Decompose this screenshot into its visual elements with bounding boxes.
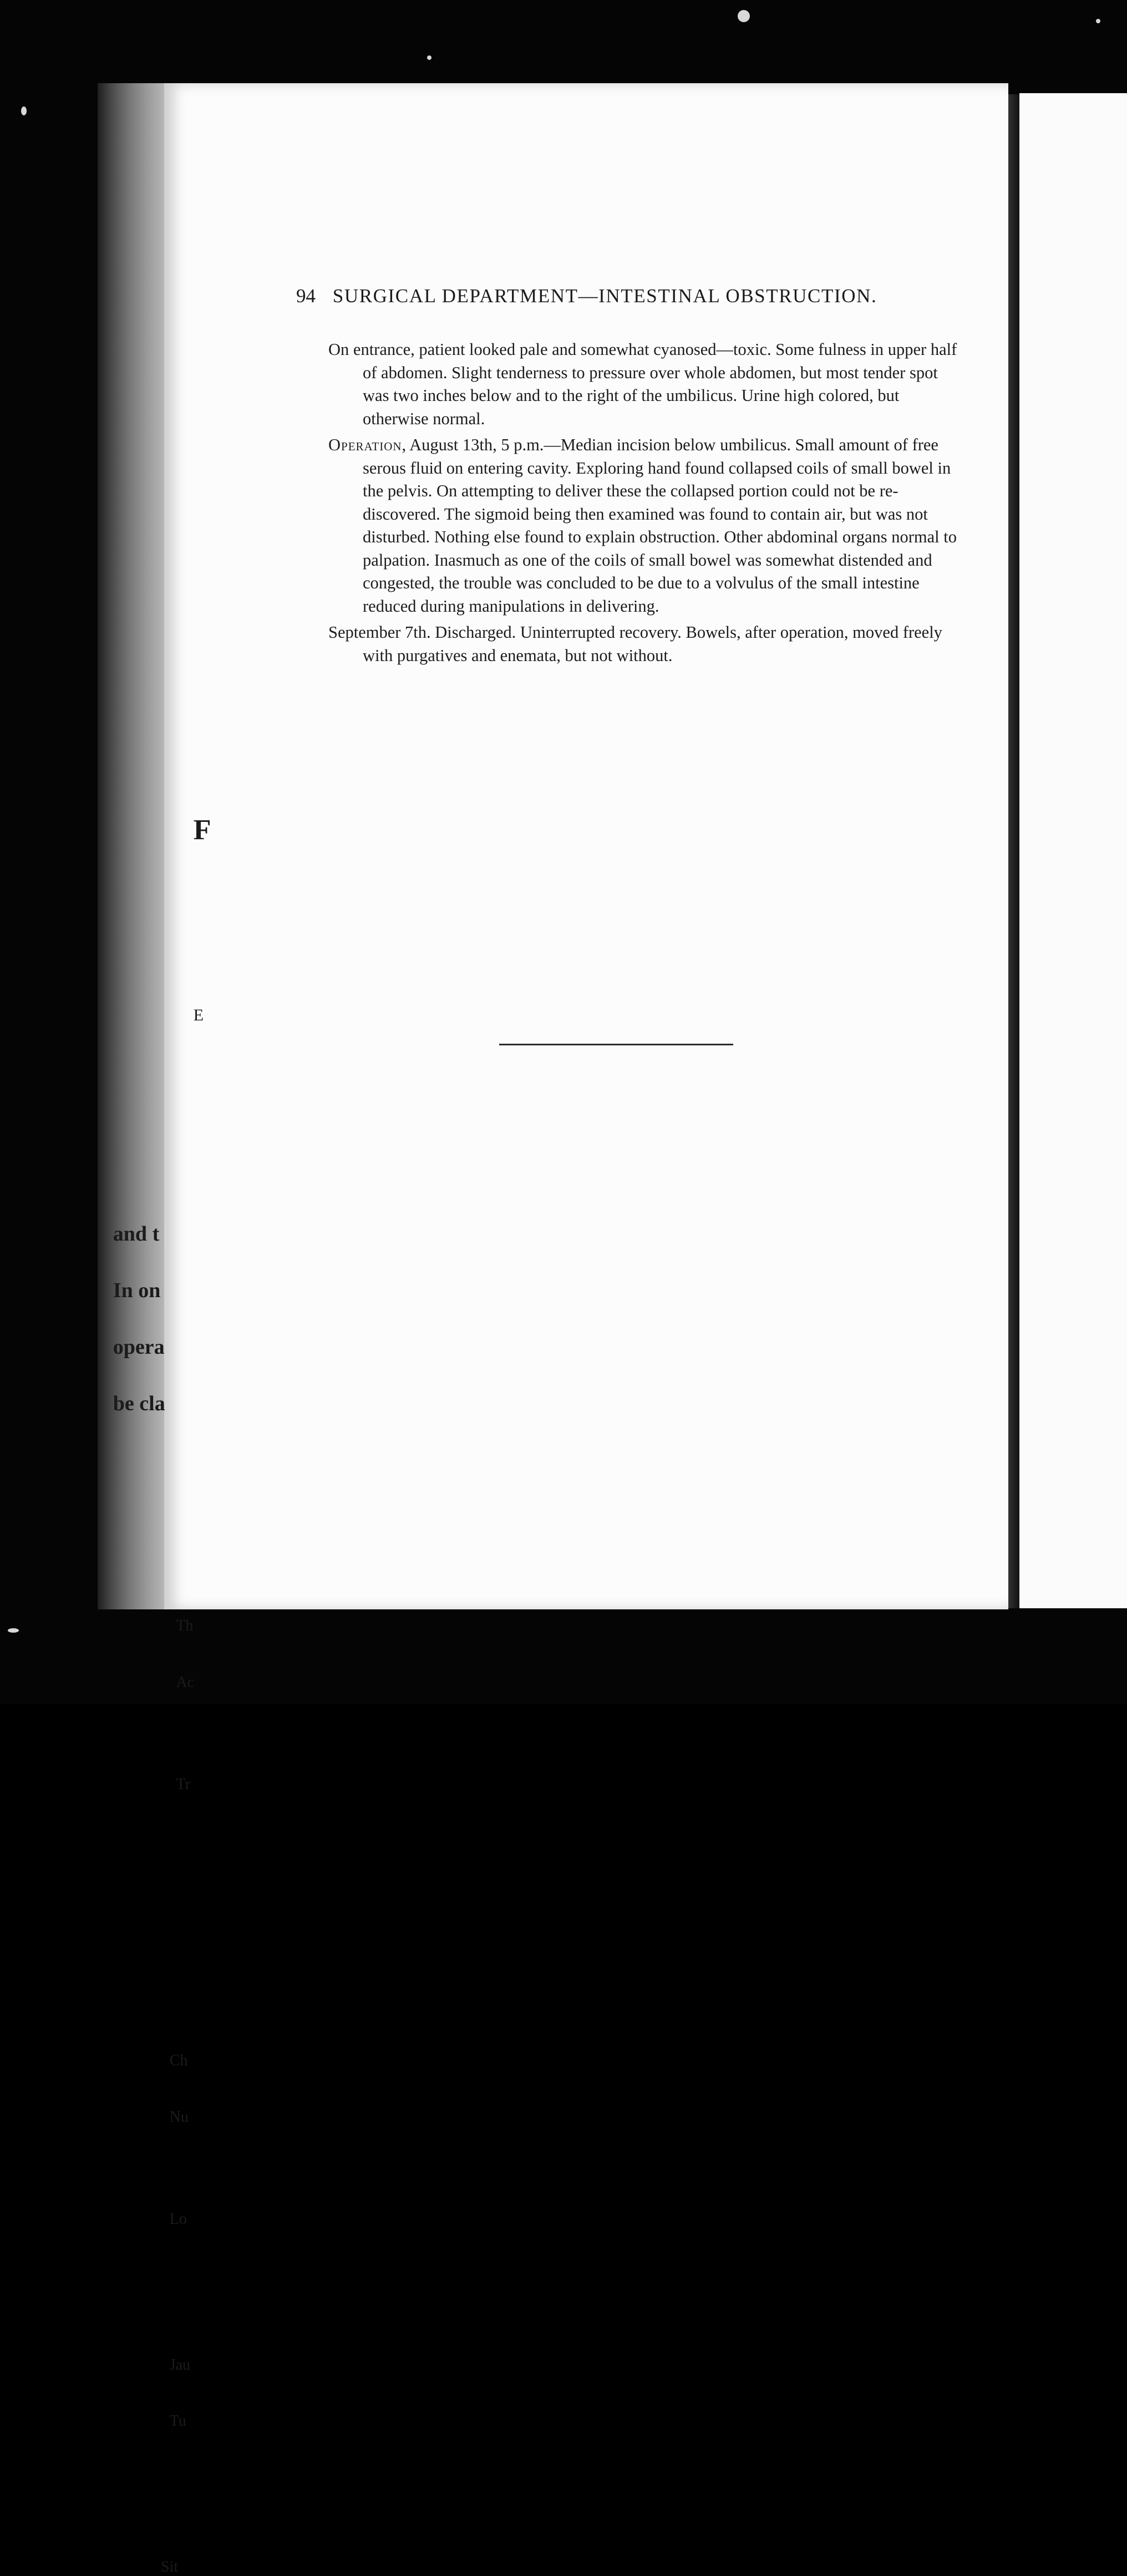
facing-page-text-fragment: Th <box>176 1617 194 1635</box>
facing-page-text-fragment: In on <box>113 1278 161 1302</box>
facing-page-text-fragment: E <box>193 1005 204 1024</box>
dust-speck <box>1096 19 1100 23</box>
body-text <box>328 338 966 670</box>
dust-speck <box>8 1628 19 1633</box>
book-gutter <box>1008 94 1019 1608</box>
running-head-title: SURGICAL DEPARTMENT—INTESTINAL OBSTRUCTION. <box>332 285 877 307</box>
facing-page-text-fragment: Jau <box>169 2356 191 2374</box>
paragraph-text: September 7th. Discharged. Uninterrupted recovery. Bowels, after operation, moved freely with purgatives and enemata, but not without. <box>328 623 942 665</box>
facing-page-text-fragment: be cla <box>113 1391 165 1415</box>
paragraph-discharge <box>328 621 966 667</box>
paragraph-entrance <box>328 338 966 430</box>
paragraph-operation <box>328 434 966 618</box>
dust-speck <box>738 10 750 22</box>
dust-speck <box>21 106 27 115</box>
facing-page-text-fragment: opera <box>113 1335 165 1359</box>
operation-heading: Operation <box>328 435 402 454</box>
facing-page-text-fragment: Sit <box>161 2558 179 2576</box>
paragraph-text: , August 13th, 5 p.m.—Median incision below umbilicus. Small amount of free serous fluid on entering cavity. Exploring hand found collapsed coils of small bowel in the pelvis. On attempting to deliver these the collapsed portion could not be re-discovered. The sigmoid being then examined was found to contain air, but was not disturbed. Nothing else found to explain obstruction. Other abdominal organs normal to palpation. Inasmuch as one of the coils of small bowel was somewhat distended and congested, the trouble was concluded to be due to a volvulus of the small intestine reduced during manipulations in delivering. <box>363 435 957 616</box>
book-page <box>164 83 1008 1609</box>
page-number: 94 <box>296 285 316 307</box>
running-head <box>296 285 1017 307</box>
dust-speck <box>427 55 431 60</box>
facing-page-text-fragment: Ch <box>169 2052 188 2070</box>
facing-page-text-fragment: Nu <box>169 2108 189 2126</box>
facing-page-text-fragment: Lo <box>169 2211 187 2228</box>
facing-page-text-fragment: Tr <box>176 1776 190 1793</box>
facing-page-text-fragment: Ac <box>176 1674 195 1691</box>
paragraph-text: On entrance, patient looked pale and somewhat cyanosed—toxic. Some fulness in upper half of abdomen. Slight tenderness to pressure over whole abdomen, but most tender spot was two inches below and to the right of the umbilicus. Urine high colored, but otherwise normal. <box>328 340 957 428</box>
section-divider-rule <box>499 1044 733 1045</box>
facing-page-text-fragment: F <box>193 814 211 846</box>
facing-page-text-fragment: Tu <box>169 2412 186 2430</box>
page-edge-stack <box>98 83 169 1609</box>
facing-page-text-fragment: and t <box>113 1222 160 1246</box>
